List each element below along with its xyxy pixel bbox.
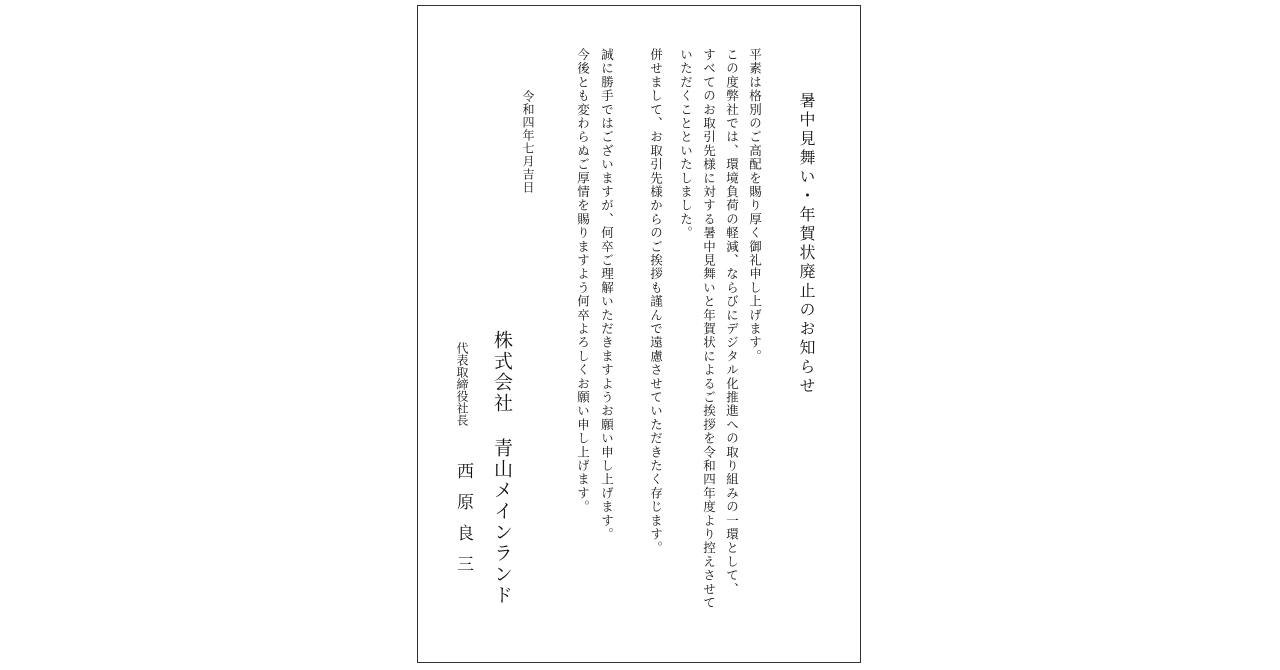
- body-line-6: 誠に勝手ではございますが、何卒ご理解いただきますようお願い申し上げます。: [599, 48, 615, 542]
- letter-title: 暑中見舞い・年賀状廃止のお知らせ: [797, 92, 816, 396]
- body-line-4: いただくことといたしました。: [678, 48, 694, 240]
- body-line-5: 併せまして、お取引先様からのご挨拶も謹んで遠慮させていただきたく存じます。: [648, 48, 664, 555]
- company-name: 株式会社 青山メインランド: [491, 330, 513, 606]
- signer-name: 西原良三: [453, 462, 473, 586]
- body-line-1: 平素は格別のご高配を賜り厚く御礼申し上げます。: [747, 48, 763, 364]
- body-line-2: この度弊社では、環境負荷の軽減、ならびにデジタル化推進への取り組みの一環として、: [724, 48, 740, 596]
- signer-position: 代表取締役社長: [455, 342, 469, 426]
- body-line-7: 今後とも変わらぬご厚情を賜りますよう何卒よろしくお願い申し上げます。: [575, 48, 591, 514]
- letter-date: 令和四年七月吉日: [521, 90, 535, 194]
- body-line-3: すべてのお取引先様に対する暑中見舞いと年賀状によるご挨拶を令和四年度より控えさせて: [701, 48, 717, 610]
- letter-card: [417, 5, 861, 663]
